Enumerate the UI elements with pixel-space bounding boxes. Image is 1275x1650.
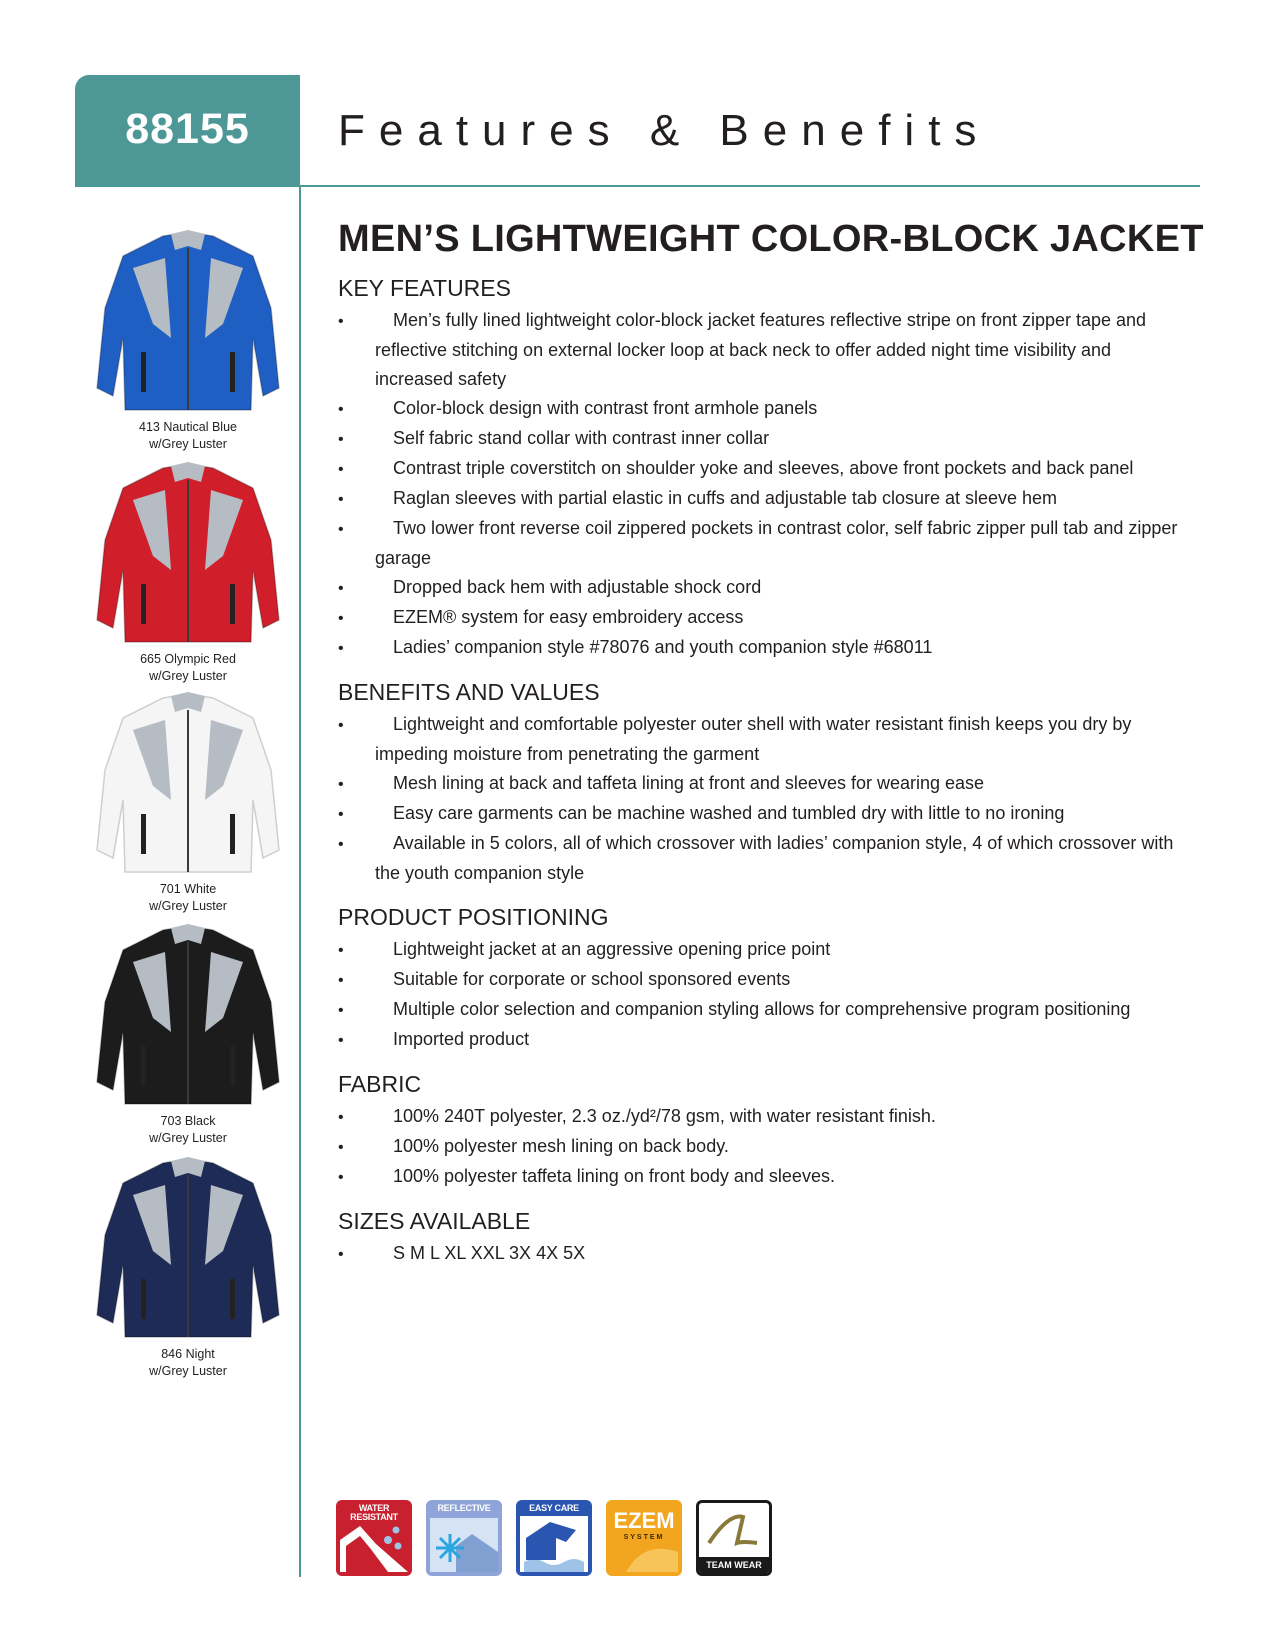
color-swatch [88, 690, 288, 915]
swatch-trim-name: w/Grey Luster [149, 1364, 227, 1378]
list-item-text: Men’s fully lined lightweight color-block jacket features reflective stripe on front zipper tape and reflective stitching on external locker loop at back neck to offer added night time visibility and increased safety [375, 310, 1147, 389]
bullet: • [338, 401, 344, 418]
sizes-list [338, 1239, 1188, 1269]
style-number: 88155 [125, 105, 250, 153]
feature-badges [336, 1500, 772, 1576]
swatch-trim-name: w/Grey Luster [149, 1131, 227, 1145]
swatch-trim-name: w/Grey Luster [149, 437, 227, 451]
jacket-image [93, 922, 283, 1107]
swatch-trim-name: w/Grey Luster [149, 669, 227, 683]
swatch-color-name: 846 Night [161, 1347, 215, 1361]
swatch-caption [88, 419, 288, 453]
bullet: • [338, 521, 344, 538]
swatch-caption [88, 1346, 288, 1380]
style-number-tab [75, 75, 300, 187]
swatch-trim-name: w/Grey Luster [149, 899, 227, 913]
color-swatch [88, 228, 288, 453]
list-item [338, 935, 1188, 965]
list-item [338, 710, 1188, 769]
key-features-section [338, 275, 1188, 663]
list-item [338, 424, 1188, 454]
badge-label: WATER RESISTANT [350, 1503, 398, 1522]
jacket-image [93, 460, 283, 645]
list-item [338, 1162, 1188, 1192]
list-item-text: Two lower front reverse coil zippered pockets in contrast color, self fabric zipper pull tab and zipper garage [375, 518, 1178, 568]
list-item-text: Color-block design with contrast front armhole panels [393, 398, 818, 418]
fabric-section [338, 1071, 1188, 1192]
bullet: • [338, 491, 344, 508]
section-title: BENEFITS AND VALUES [338, 679, 600, 705]
list-item [338, 965, 1188, 995]
list-item [338, 1239, 1188, 1269]
benefits-list [338, 710, 1188, 888]
header-divider [300, 185, 1200, 187]
list-item-text: Imported product [393, 1029, 530, 1049]
list-item [338, 603, 1188, 633]
swatch-color-name: 701 White [159, 882, 217, 896]
list-item [338, 1102, 1188, 1132]
list-item [338, 514, 1188, 573]
list-item [338, 1025, 1188, 1055]
bullet: • [338, 1002, 344, 1019]
sidebar-divider [299, 187, 301, 1577]
bullet: • [338, 836, 344, 853]
list-item-text: EZEM® system for easy embroidery access [393, 607, 744, 627]
list-item-text: Easy care garments can be machine washed and tumbled dry with little to no ironing [393, 803, 1065, 823]
swatch-caption [88, 881, 288, 915]
list-item-text: Contrast triple coverstitch on shoulder yoke and sleeves, above front pockets and back panel [393, 458, 1134, 478]
bullet: • [338, 313, 344, 330]
reflective-icon [426, 1500, 502, 1576]
benefits-section [338, 679, 1188, 888]
positioning-section [338, 904, 1188, 1055]
color-swatch [88, 922, 288, 1147]
list-item [338, 484, 1188, 514]
list-item [338, 799, 1188, 829]
bullet: • [338, 806, 344, 823]
list-item [338, 1132, 1188, 1162]
bullet: • [338, 972, 344, 989]
bullet: • [338, 1109, 344, 1126]
list-item-text: 100% polyester taffeta lining on front body and sleeves. [393, 1166, 835, 1186]
list-item-text: Ladies’ companion style #78076 and youth companion style #68011 [393, 637, 933, 657]
bullet: • [338, 776, 344, 793]
list-item-text: 100% 240T polyester, 2.3 oz./yd²/78 gsm, with water resistant finish. [393, 1106, 936, 1126]
list-item [338, 769, 1188, 799]
badge-label: EZEM [613, 1508, 675, 1533]
sizes-section [338, 1208, 1188, 1269]
list-item [338, 633, 1188, 663]
bullet: • [338, 610, 344, 627]
list-item-text: Lightweight jacket at an aggressive opening price point [393, 939, 831, 959]
product-title: MEN’S LIGHTWEIGHT COLOR-BLOCK JACKET [338, 218, 1204, 260]
list-item-text: S M L XL XXL 3X 4X 5X [393, 1243, 586, 1263]
ezem-icon [606, 1500, 682, 1576]
bullet: • [338, 942, 344, 959]
badge-label: EASY CARE [529, 1503, 579, 1513]
color-swatch [88, 1155, 288, 1380]
key-features-list [338, 306, 1188, 663]
swatch-color-name: 703 Black [160, 1114, 216, 1128]
bullet: • [338, 717, 344, 734]
list-item-text: Multiple color selection and companion styling allows for comprehensive program positioning [393, 999, 1131, 1019]
bullet: • [338, 640, 344, 657]
main-content [338, 218, 1204, 1285]
page-title: Features & Benefits [338, 106, 991, 155]
easy-care-icon [516, 1500, 592, 1576]
fabric-list [338, 1102, 1188, 1192]
section-title: PRODUCT POSITIONING [338, 904, 609, 930]
section-title: FABRIC [338, 1071, 422, 1097]
bullet: • [338, 461, 344, 478]
bullet: • [338, 1246, 344, 1263]
swatch-caption [88, 1113, 288, 1147]
section-title: KEY FEATURES [338, 275, 511, 301]
bullet: • [338, 431, 344, 448]
list-item-text: Lightweight and comfortable polyester outer shell with water resistant finish keeps you dry by impeding moisture from penetrating the garment [375, 714, 1132, 764]
jacket-image [93, 228, 283, 413]
bullet: • [338, 1032, 344, 1049]
badge-label: TEAM WEAR [706, 1560, 762, 1570]
list-item-text: 100% polyester mesh lining on back body. [393, 1136, 729, 1156]
swatch-color-name: 413 Nautical Blue [139, 420, 237, 434]
list-item-text: Dropped back hem with adjustable shock cord [393, 577, 762, 597]
list-item [338, 829, 1188, 888]
swatch-color-name: 665 Olympic Red [140, 652, 236, 666]
list-item [338, 394, 1188, 424]
list-item-text: Mesh lining at back and taffeta lining at front and sleeves for wearing ease [393, 773, 985, 793]
list-item-text: Self fabric stand collar with contrast inner collar [393, 428, 770, 448]
bullet: • [338, 580, 344, 597]
bullet: • [338, 1139, 344, 1156]
badge-label: REFLECTIVE [437, 1503, 491, 1513]
list-item-text: Available in 5 colors, all of which crossover with ladies’ companion style, 4 of which crossover with the youth companion style [375, 833, 1174, 883]
badge-sublabel: SYSTEM [623, 1534, 665, 1541]
jacket-image [93, 690, 283, 875]
jacket-image [93, 1155, 283, 1340]
color-swatch [88, 460, 288, 685]
water-resistant-icon [336, 1500, 412, 1576]
list-item-text: Suitable for corporate or school sponsored events [393, 969, 791, 989]
section-title: SIZES AVAILABLE [338, 1208, 531, 1234]
bullet: • [338, 1169, 344, 1186]
team-wear-icon [696, 1500, 772, 1576]
list-item [338, 454, 1188, 484]
list-item-text: Raglan sleeves with partial elastic in cuffs and adjustable tab closure at sleeve hem [393, 488, 1058, 508]
list-item [338, 306, 1188, 394]
swatch-caption [88, 651, 288, 685]
list-item [338, 573, 1188, 603]
list-item [338, 995, 1188, 1025]
positioning-list [338, 935, 1188, 1055]
